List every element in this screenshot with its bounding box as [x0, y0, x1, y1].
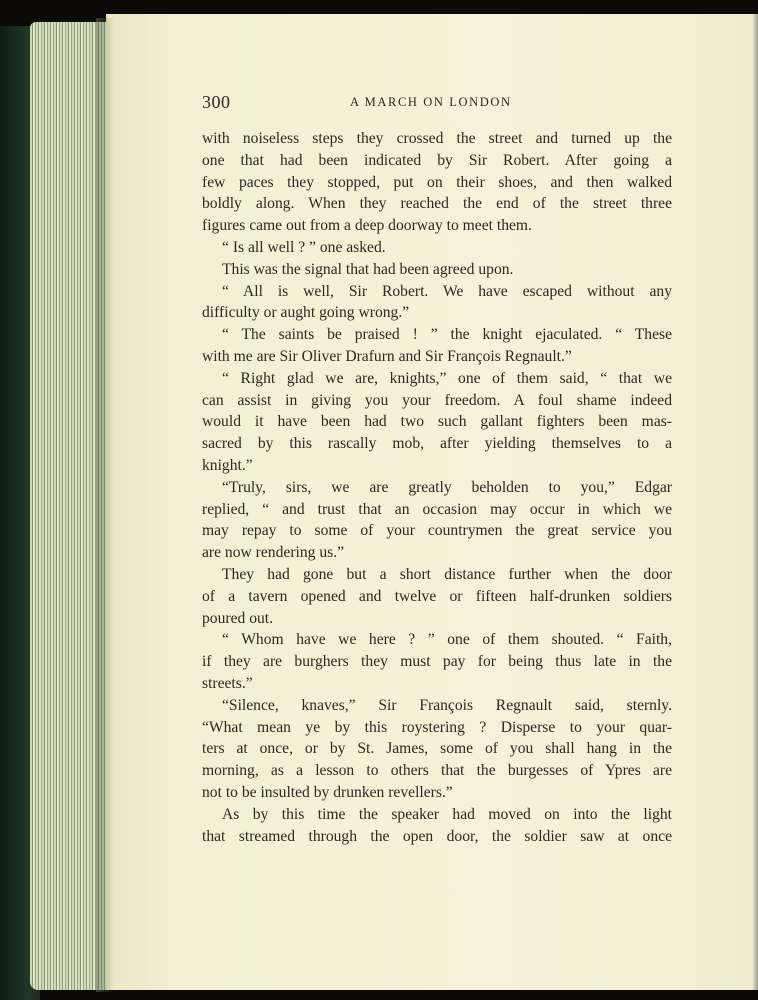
gutter-shadow: [96, 18, 114, 992]
page-right-edge: [752, 14, 758, 990]
text-line: if they are burghers they must pay for being thus late in the: [202, 653, 672, 671]
text-line: sacred by this rascally mob, after yielding themselves to a: [202, 435, 672, 453]
text-line: They had gone but a short distance further when the door: [222, 565, 672, 583]
text-line: “ Is all well ? ” one asked.: [222, 238, 386, 256]
text-line: difficulty or aught going wrong.”: [202, 304, 410, 322]
text-line: would it have been had two such gallant fighters been mas-: [202, 413, 672, 431]
page-header: [202, 92, 672, 114]
text-line: boldly along. When they reached the end of the street three: [202, 195, 672, 213]
text-line: are now rendering us.”: [202, 544, 345, 562]
text-line: morning, as a lesson to others that the burgesses of Ypres are: [202, 762, 672, 780]
page-number: 300: [202, 92, 231, 112]
text-line: “ Right glad we are, knights,” one of them said, “ that we: [222, 369, 672, 387]
text-line: “ The saints be praised ! ” the knight ejaculated. “ These: [222, 326, 672, 344]
text-line: with me are Sir Oliver Drafurn and Sir François Regnault.”: [202, 347, 572, 365]
text-line: with noiseless steps they crossed the street and turned up the: [202, 130, 672, 147]
text-line: that streamed through the open door, the soldier saw at once: [202, 827, 672, 845]
text-line: one that had been indicated by Sir Robert. After going a: [202, 151, 672, 169]
text-line: not to be insulted by drunken revellers.”: [202, 783, 453, 801]
text-line: ters at once, or by St. James, some of you shall hang in the: [202, 740, 672, 758]
body-text: [202, 128, 672, 847]
text-line: poured out.: [202, 609, 274, 627]
text-line: “ Whom have we here ? ” one of them shouted. “ Faith,: [222, 631, 672, 649]
text-line: can assist in giving you your freedom. A foul shame indeed: [202, 391, 672, 409]
text-line: streets.”: [202, 674, 253, 692]
text-line: “Truly, sirs, we are greatly beholden to you,” Edgar: [222, 478, 672, 496]
text-line: figures came out from a deep doorway to meet them.: [202, 217, 532, 235]
text-line: “ All is well, Sir Robert. We have escaped without any: [222, 282, 672, 300]
running-head: A MARCH ON LONDON: [350, 95, 512, 109]
text-line: replied, “ and trust that an occasion may occur in which we: [202, 500, 672, 518]
text-line: “What mean ye by this roystering ? Disperse to your quar-: [202, 718, 672, 736]
text-line: few paces they stopped, put on their shoes, and then walked: [202, 173, 672, 191]
text-line: may repay to some of your countrymen the great service you: [202, 522, 672, 540]
text-line: As by this time the speaker had moved on into the light: [222, 805, 672, 823]
text-line: This was the signal that had been agreed upon.: [222, 260, 514, 278]
text-line: knight.”: [202, 456, 253, 474]
text-line: of a tavern opened and twelve or fifteen half-drunken soldiers: [202, 587, 672, 605]
text-line: “Silence, knaves,” Sir François Regnault said, sternly.: [222, 696, 672, 714]
